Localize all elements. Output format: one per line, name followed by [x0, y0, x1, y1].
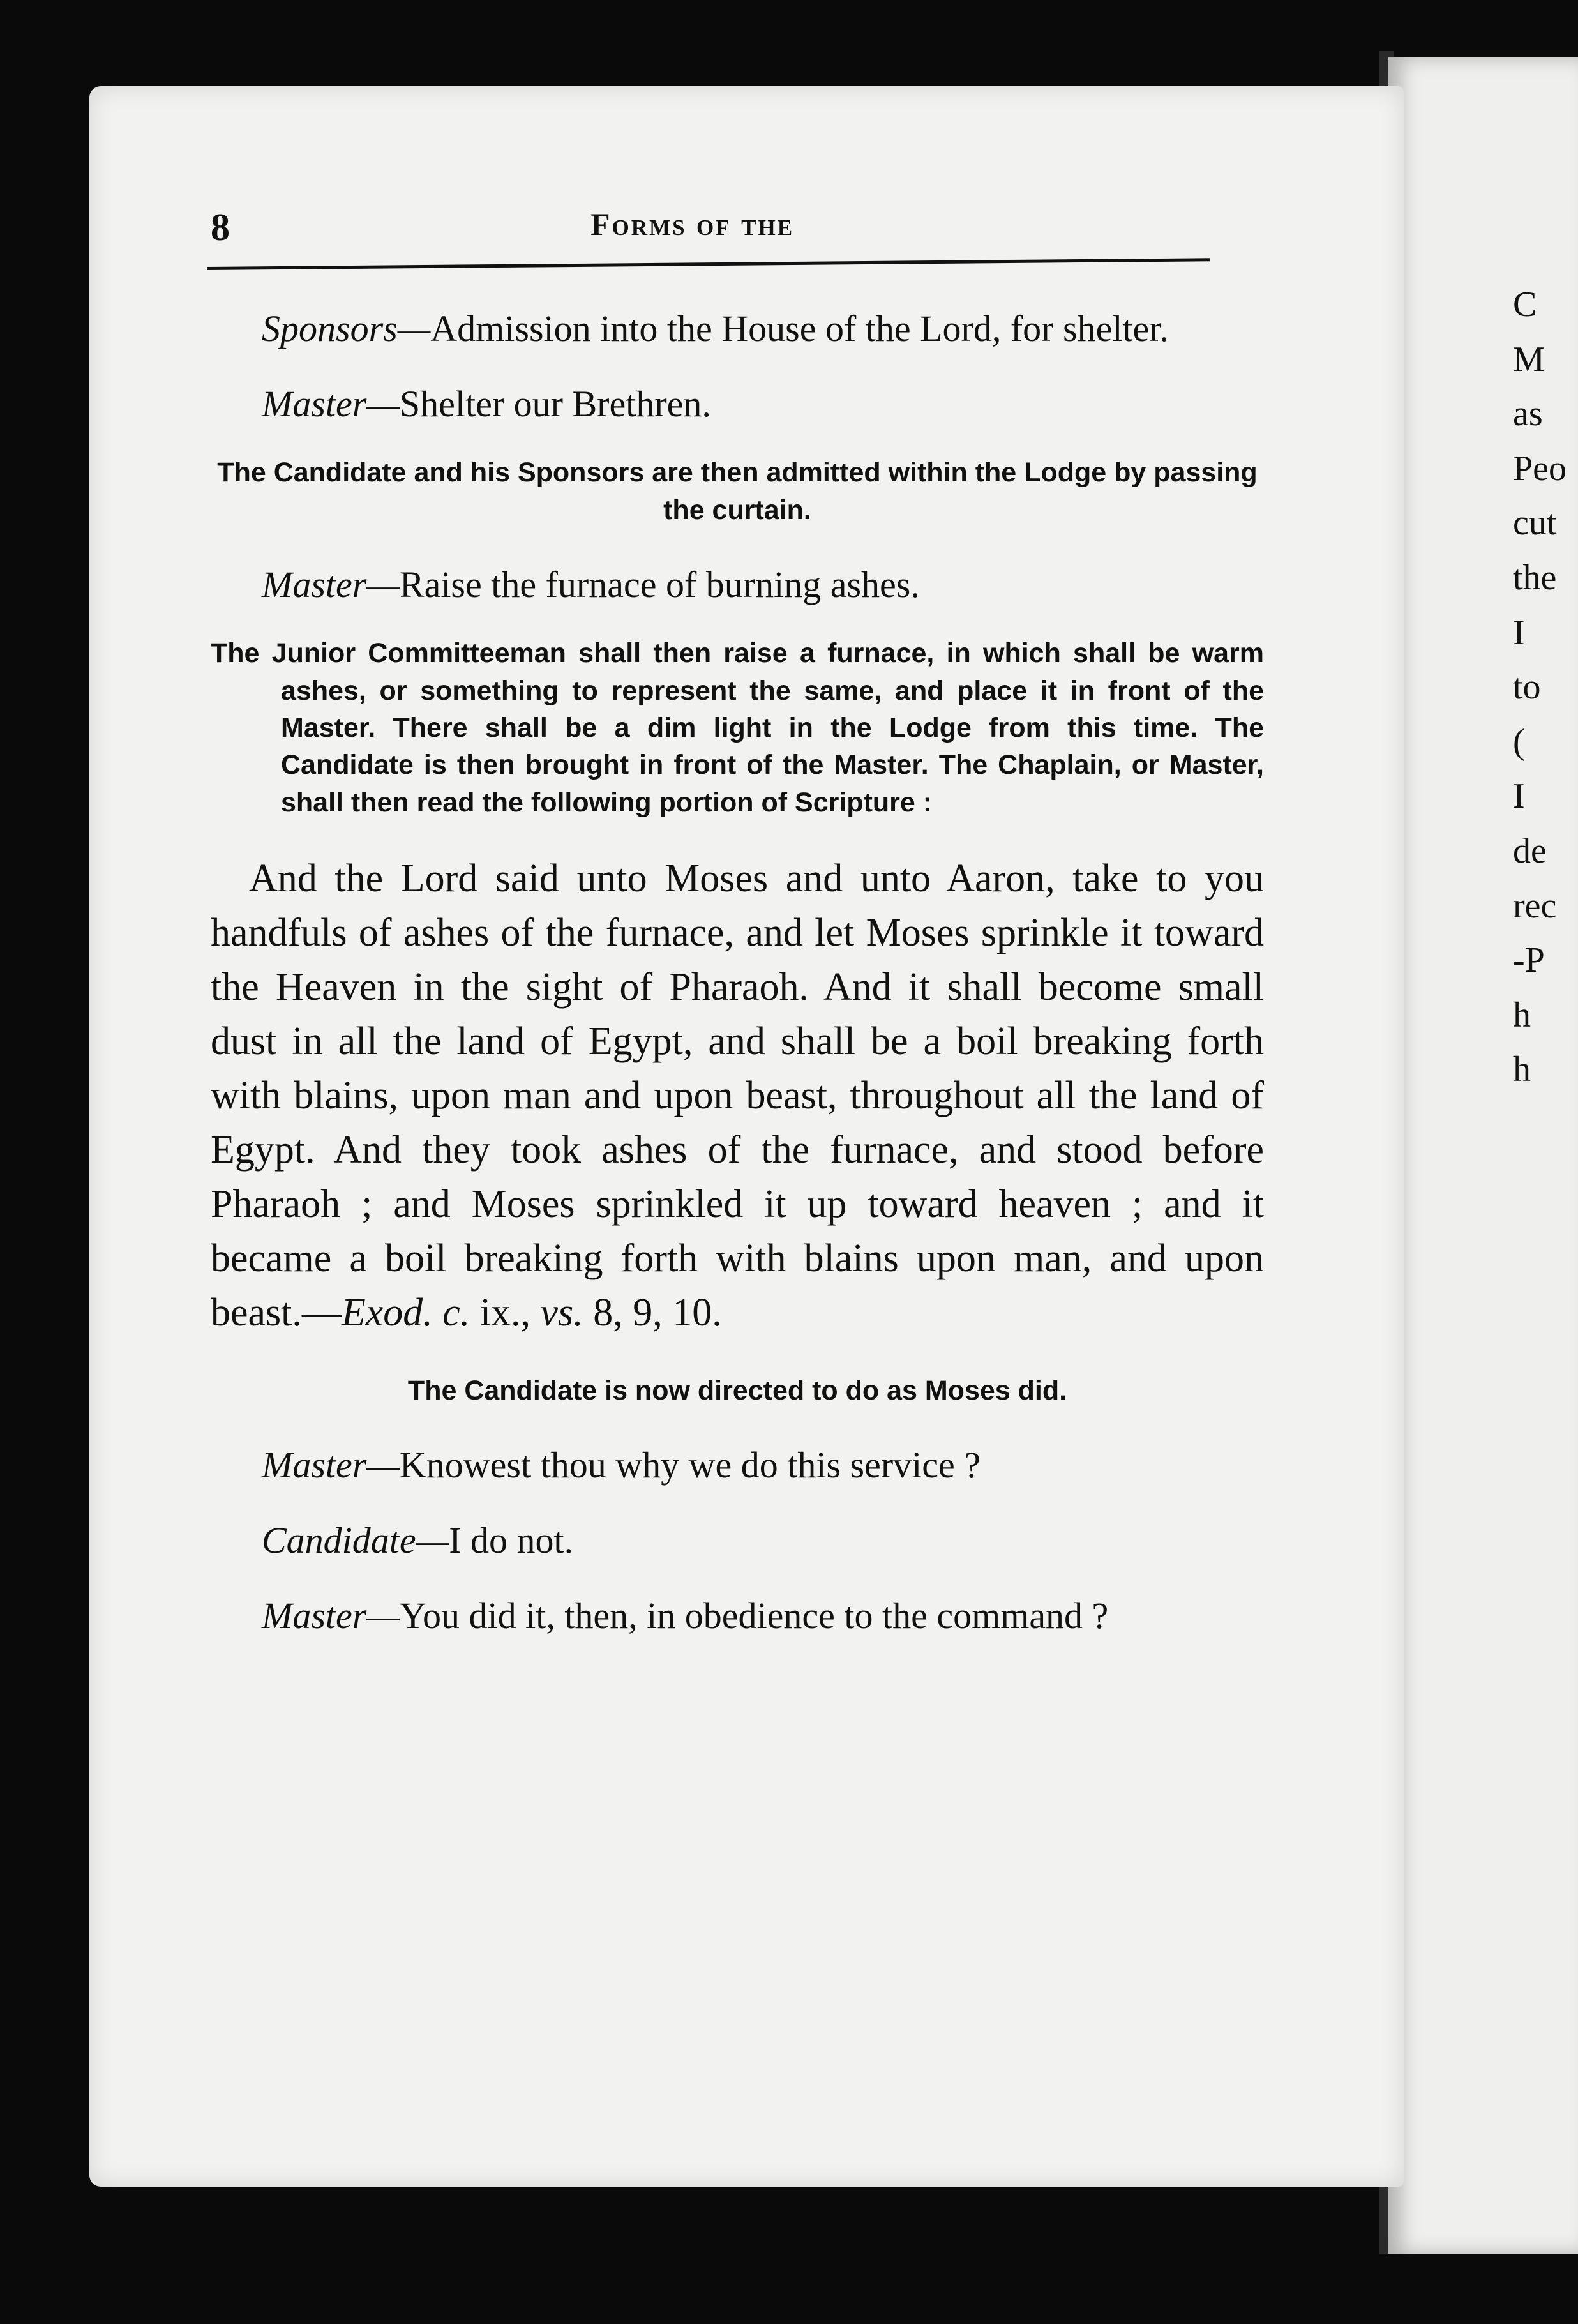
page-body: [211, 303, 1264, 1666]
facing-page-text: [1513, 281, 1578, 1101]
fragment: I: [1513, 612, 1525, 653]
fragment: h: [1513, 1050, 1531, 1090]
fragment: C: [1513, 285, 1537, 324]
speaker-label: Master—: [262, 564, 400, 605]
scripture-chapter: ix.,: [470, 1290, 541, 1334]
speaker-label: Master—: [262, 383, 400, 425]
dialog-text: Admission into the House of the Lord, for shelter.: [430, 308, 1169, 349]
dialog-line: [211, 379, 1264, 430]
fragment: I: [1513, 776, 1525, 817]
fragment: the: [1513, 557, 1557, 598]
speaker-label: Master—: [262, 1595, 400, 1637]
fragment: (: [1513, 721, 1525, 762]
dialog-line: [211, 1440, 1264, 1491]
fragment: rec: [1513, 886, 1557, 926]
dialog-text: You did it, then, in obedience to the command ?: [399, 1595, 1109, 1637]
fragment: to: [1513, 667, 1541, 707]
dialog-text: Knowest thou why we do this service ?: [399, 1444, 981, 1486]
stage-direction: The Candidate is now directed to do as Moses did.: [407, 1375, 1067, 1406]
fragment: h: [1513, 995, 1531, 1035]
dialog-line: [211, 1590, 1264, 1641]
fragment: -P: [1513, 940, 1545, 981]
speaker-label: Candidate—: [262, 1520, 449, 1562]
scripture-citation: Exod. c.: [341, 1290, 470, 1334]
speaker-label: Sponsors—: [262, 308, 431, 349]
stage-direction: The Candidate and his Sponsors are then admitted within the Lodge by passing the curtain.: [217, 457, 1258, 525]
dialog-line: [211, 303, 1264, 354]
fragment: de: [1513, 831, 1547, 871]
dialog-text: Raise the furnace of burning ashes.: [399, 564, 920, 605]
dialog-line: [211, 1515, 1264, 1566]
dialog-text: I do not.: [449, 1520, 574, 1562]
scripture-text: And the Lord said unto Moses and unto Aaron, take to you handfuls of ashes of the furnace, and let Moses sprinkle it toward the Heaven in the sight of Pharaoh. And it shall become small dust in all the land of Egypt, and shall be a boil breaking forth with blains, upon man and upon beast, throughout all the land of Egypt. And they took ashes of the furnace, and stood before Pharaoh ; and Moses sprinkled it up toward heaven ; and it became a boil breaking forth with blains upon man, and upon beast.—: [211, 857, 1264, 1334]
dialog-line: [211, 559, 1264, 610]
fragment: M: [1513, 339, 1545, 379]
stage-direction: The Junior Committeeman shall then raise a furnace, in which shall be warm ashes, or something to represent the same, and place it in front of the Master. There shall be a dim light in the Lodge from this time. The Candidate is then brought in front of the Master. The Chaplain, or Master, shall then read the following portion of Scripture :: [211, 638, 1264, 818]
fragment: as: [1513, 394, 1543, 434]
page-number: 8: [211, 206, 230, 248]
running-head: Forms of the: [590, 206, 795, 242]
verses-label: vs.: [540, 1290, 583, 1334]
dialog-text: Shelter our Brethren.: [399, 383, 711, 425]
fragment: Peo: [1513, 448, 1567, 488]
scripture-verses: 8, 9, 10.: [583, 1290, 722, 1334]
speaker-label: Master—: [262, 1444, 400, 1486]
fragment: cut: [1513, 503, 1557, 543]
scripture-passage: [211, 852, 1264, 1339]
